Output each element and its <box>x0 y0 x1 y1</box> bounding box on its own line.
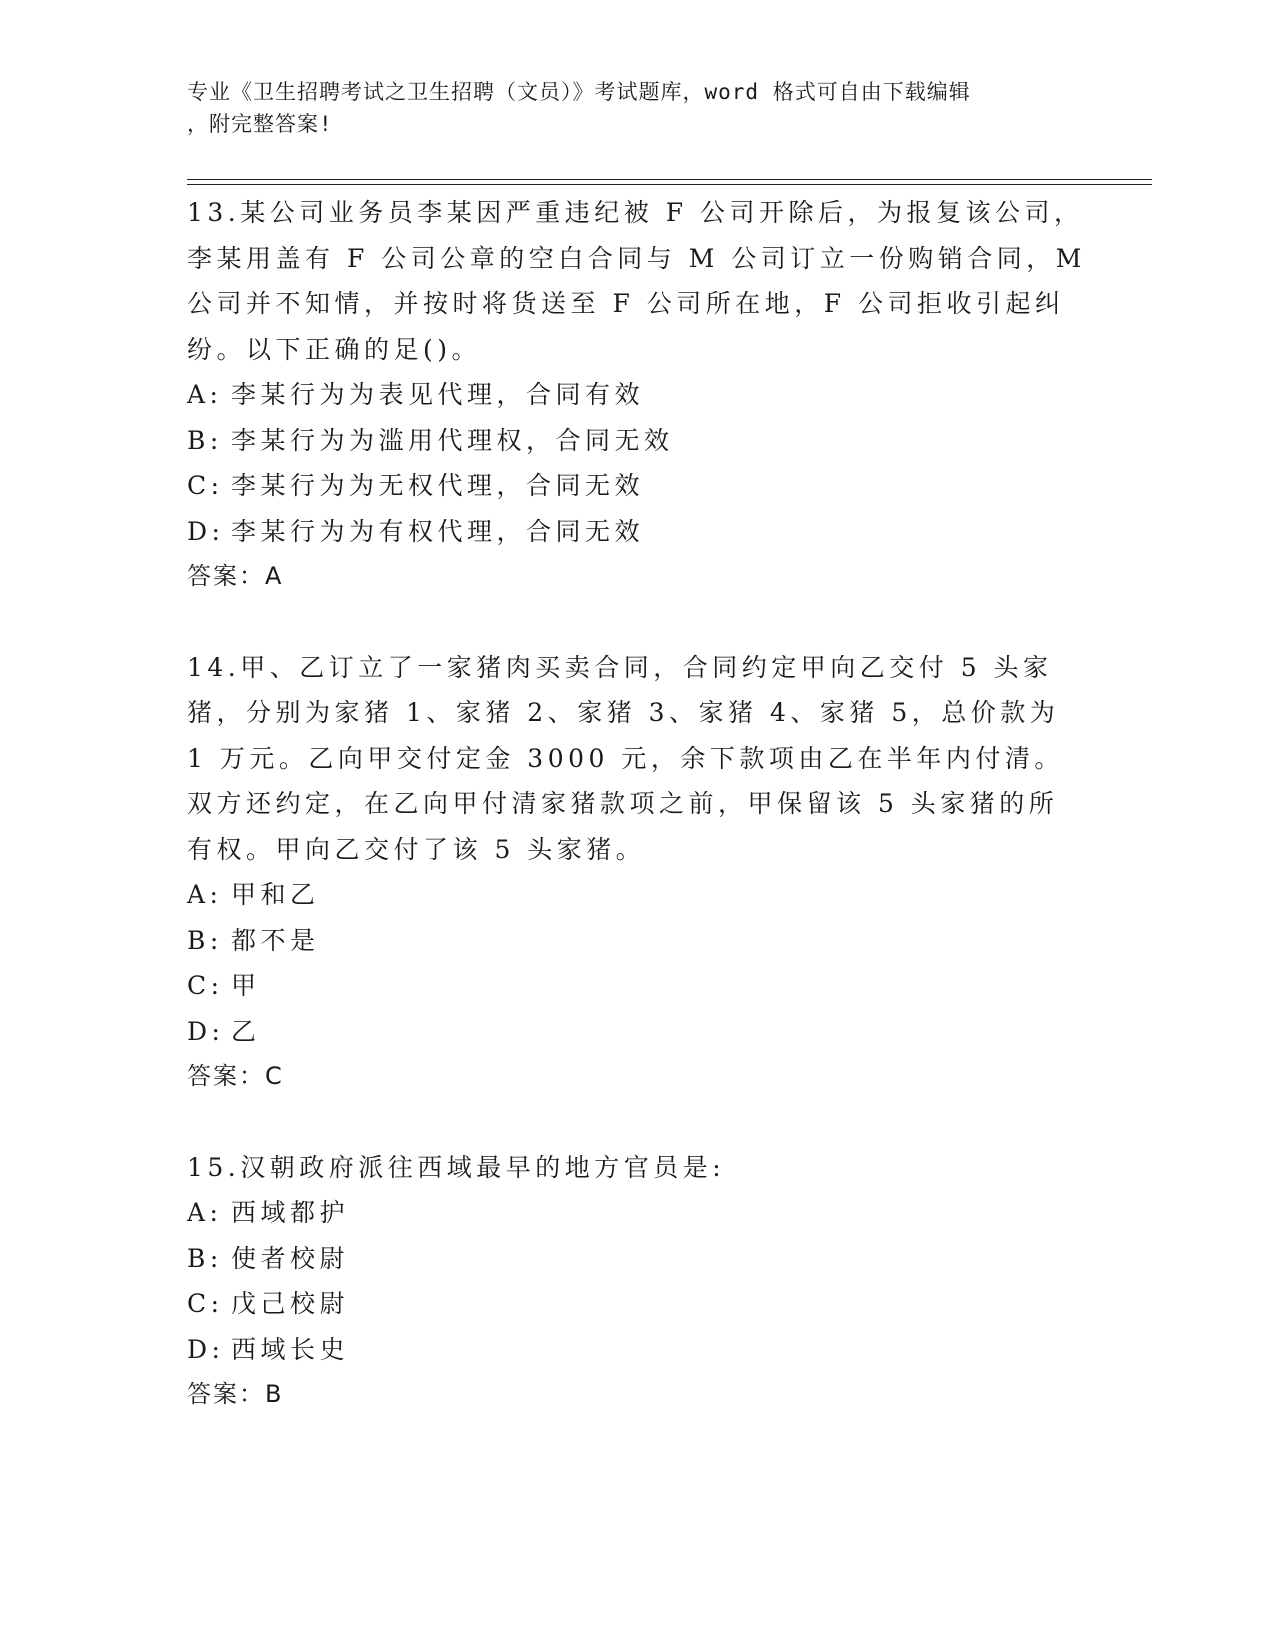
option-text: 使者校尉 <box>231 1243 350 1273</box>
option-letter: D: <box>187 516 225 546</box>
option-text: 李某行为为无权代理，合同无效 <box>231 471 645 500</box>
answer-line: 答案：C <box>187 1062 284 1090</box>
question-stem: 15.汉朝政府派往西域最早的地方官员是: <box>187 1152 726 1182</box>
option-a <box>187 1190 1087 1236</box>
option-letter: B: <box>187 1243 223 1273</box>
option-d <box>187 1009 1087 1055</box>
header-line-1: 专业《卫生招聘考试之卫生招聘（文员）》考试题库，word 格式可自由下载编辑 <box>187 80 971 104</box>
header-line-2: ，附完整答案! <box>187 112 333 136</box>
question-list <box>187 190 1087 1463</box>
option-letter: B: <box>187 425 223 455</box>
option-a <box>187 872 1087 918</box>
option-letter: D: <box>187 1334 225 1364</box>
option-b <box>187 418 1087 464</box>
option-text: 西域都护 <box>231 1198 350 1227</box>
option-b <box>187 918 1087 964</box>
option-letter: A: <box>187 380 223 409</box>
question-stem: 14.甲、乙订立了一家猪肉买卖合同，合同约定甲向乙交付 5 头家猪，分别为家猪 1、家猪 2、家猪 3、家猪 4、家猪 5，总价款为 1 万元。乙向甲交付定金 3000 元，余下款项由乙在半年内付清。双方还约定，在乙向甲付清家猪款项之前，甲保留该 5 头家猪的所有权。甲向乙交付了该 5 头家猪。 <box>187 652 1064 864</box>
option-letter: A: <box>187 1198 223 1227</box>
option-letter: C: <box>187 1289 224 1318</box>
option-text: 甲和乙 <box>231 880 320 909</box>
question-13 <box>187 190 1087 600</box>
option-d <box>187 1327 1087 1373</box>
document-header <box>187 76 1067 140</box>
option-text: 西域长史 <box>231 1334 350 1364</box>
option-text: 李某行为为有权代理，合同无效 <box>231 516 645 546</box>
option-text: 戊己校尉 <box>231 1289 350 1318</box>
option-letter: C: <box>187 971 224 1000</box>
question-14 <box>187 645 1087 1100</box>
question-stem: 13.某公司业务员李某因严重违纪被 F 公司开除后，为报复该公司，李某用盖有 F 公司公章的空白合同与 M 公司订立一份购销合同，M 公司并不知情，并按时将货送至 F 公司所在地，F 公司拒收引起纠纷。以下正确的足()。 <box>187 198 1086 364</box>
option-text: 李某行为为滥用代理权，合同无效 <box>231 425 674 455</box>
option-text: 都不是 <box>231 925 320 955</box>
option-text: 甲 <box>231 971 261 1000</box>
option-letter: C: <box>187 471 224 500</box>
answer-line: 答案：B <box>187 1380 284 1408</box>
option-c <box>187 963 1087 1009</box>
option-a <box>187 372 1087 418</box>
option-text: 李某行为为表见代理，合同有效 <box>231 380 645 409</box>
option-c <box>187 463 1087 509</box>
answer-line: 答案：A <box>187 562 284 590</box>
option-d <box>187 509 1087 555</box>
option-b <box>187 1236 1087 1282</box>
option-text: 乙 <box>231 1016 261 1046</box>
question-15 <box>187 1145 1087 1418</box>
option-letter: B: <box>187 925 223 955</box>
header-divider-top <box>187 179 1152 180</box>
option-letter: A: <box>187 880 223 909</box>
option-letter: D: <box>187 1016 225 1046</box>
option-c <box>187 1281 1087 1327</box>
header-divider-bottom <box>187 184 1152 185</box>
